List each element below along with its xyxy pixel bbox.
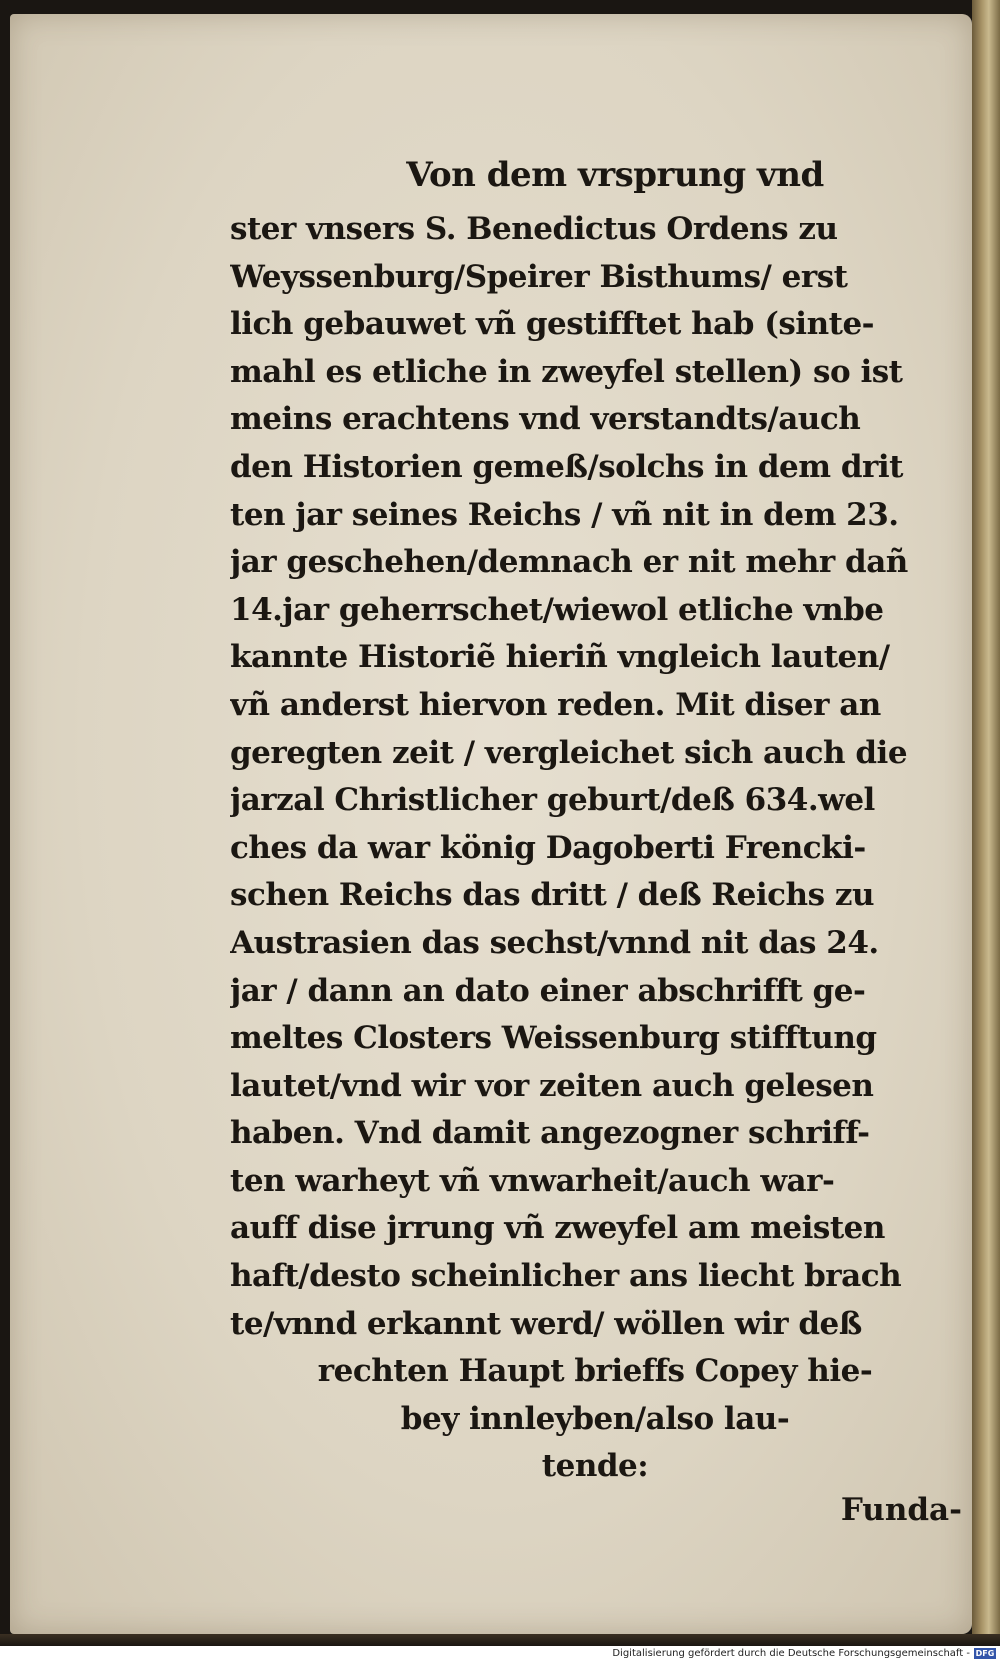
running-heading: Von dem vrsprung vnd — [406, 155, 824, 195]
text-line: meins erachtens vnd verstandts/auch — [230, 401, 861, 438]
text-line: vñ anderst hiervon reden. Mit diser an — [230, 686, 881, 723]
text-line-centered: tende: — [541, 1448, 649, 1485]
text-line: geregten zeit / vergleichet sich auch die — [230, 734, 908, 771]
text-line-centered: rechten Haupt brieffs Copey hie- — [317, 1353, 873, 1390]
book-edge-right — [972, 0, 1000, 1650]
text-line: haben. Vnd damit angezogner schriff- — [230, 1115, 870, 1152]
book-edge-bottom — [0, 1634, 1000, 1646]
funding-credit: Digitalisierung gefördert durch die Deutsche Forschungsgemeinschaft - — [612, 1648, 970, 1659]
text-line: jar geschehen/demnach er nit mehr dañ — [230, 544, 908, 581]
text-line: mahl es etliche in zweyfel stellen) so ist — [230, 353, 903, 390]
text-line: Weyssenburg/Speirer Bisthums/ erst — [230, 258, 848, 295]
text-line: meltes Closters Weissenburg stifftung — [230, 1020, 877, 1057]
dfg-logo: DFG — [975, 1649, 995, 1658]
text-line: den Historien gemeß/solchs in dem drit — [230, 448, 903, 485]
digitization-footer — [0, 1646, 1000, 1662]
text-line: Austrasien das sechst/vnnd nit das 24. — [230, 924, 879, 961]
text-line-centered: bey innleyben/also lau- — [400, 1400, 790, 1437]
text-line: schen Reichs das dritt / deß Reichs zu — [230, 877, 874, 914]
text-line: ches da war könig Dagoberti Frencki- — [230, 829, 866, 866]
text-line: 14.jar geherrschet/wiewol etliche vnbe — [230, 591, 884, 628]
text-line: ster vnsers S. Benedictus Ordens zu — [230, 211, 838, 247]
text-line: kannte Historiẽ hieriñ vngleich lauten/ — [230, 639, 890, 676]
text-line: auff dise jrrung vñ zweyfel am meisten — [230, 1210, 885, 1247]
text-line: lich gebauwet vñ gestifftet hab (sinte- — [230, 306, 875, 343]
body-lines — [230, 206, 960, 1491]
text-block — [230, 144, 960, 1491]
text-line: haft/desto scheinlicher ans liecht brach — [230, 1258, 902, 1295]
text-line: ten jar seines Reichs / vñ nit in dem 23. — [230, 496, 899, 533]
text-line: jar / dann an dato einer abschrifft ge- — [230, 972, 866, 1009]
text-line: jarzal Christlicher geburt/deß 634.wel — [230, 782, 875, 819]
text-line: lautet/vnd wir vor zeiten auch gelesen — [230, 1067, 874, 1104]
page-sheet — [10, 14, 972, 1634]
text-line: te/vnnd erkannt werd/ wöllen wir deß — [230, 1305, 862, 1342]
catchword: Funda- — [840, 1492, 962, 1528]
text-line: ten warheyt vñ vnwarheit/auch war- — [230, 1162, 835, 1199]
